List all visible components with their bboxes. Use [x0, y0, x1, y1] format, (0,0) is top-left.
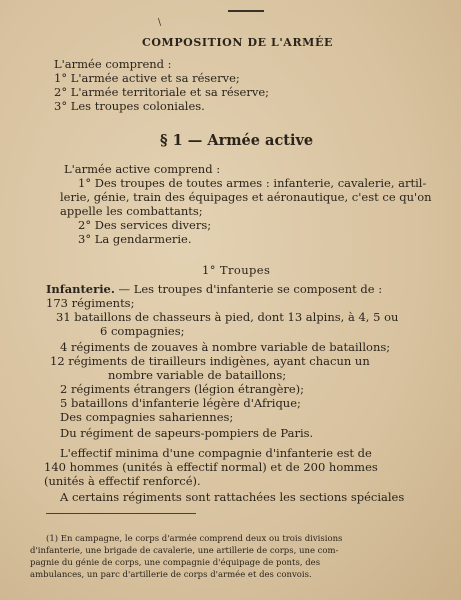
section-item-1-line-3: appelle les combattants;	[60, 204, 203, 218]
margin-mark: \	[158, 18, 162, 28]
list-item-regiments: 173 régiments;	[46, 296, 135, 310]
section-item-1-line-2: lerie, génie, train des équipages et aéronautique, c'est ce qu'on	[60, 190, 432, 204]
list-item-afrique: 5 bataillons d'infanterie légère d'Afrique;	[60, 396, 301, 410]
sections-line: A certains régiments sont rattachées les sections spéciales	[60, 490, 405, 504]
list-item-chasseurs: 31 bataillons de chasseurs à pied, dont 13 alpins, à 4, 5 ou	[56, 310, 399, 324]
intro-lead: L'armée comprend :	[54, 57, 172, 71]
footnote-line-3: pagnie du génie de corps, une compagnie d'équipage de ponts, des	[30, 558, 321, 568]
subsection-heading: 1° Troupes	[202, 263, 271, 277]
list-item-etrangers: 2 régiments étrangers (légion étrangère);	[60, 382, 305, 396]
infanterie-intro	[46, 282, 382, 296]
infanterie-label: Infanterie.	[46, 282, 115, 296]
list-item-chasseurs-cont: 6 compagnies;	[100, 324, 185, 338]
footnote-line-4: ambulances, un parc d'artillerie de corps d'armée et des convois.	[30, 570, 312, 580]
footnote-line-2: d'infanterie, une brigade de cavalerie, une artillerie de corps, une com-	[30, 546, 339, 556]
effectif-line-1: L'effectif minima d'une compagnie d'infanterie est de	[60, 446, 372, 460]
intro-item-3: 3° Les troupes coloniales.	[54, 99, 205, 113]
footnote-rule	[46, 513, 196, 514]
list-item-tirailleurs: 12 régiments de tirailleurs indigènes, ayant chacun un	[50, 354, 370, 368]
section-heading: § 1 — Armée active	[160, 132, 314, 149]
effectif-line-3: (unités à effectif renforcé).	[44, 474, 201, 488]
infanterie-text: — Les troupes d'infanterie se composent de :	[114, 282, 383, 296]
list-item-tirailleurs-cont: nombre variable de bataillons;	[108, 368, 287, 382]
list-item-pompiers: Du régiment de sapeurs-pompiers de Paris.	[60, 426, 314, 440]
section-item-3: 3° La gendarmerie.	[78, 232, 192, 246]
footnote-line-1: (1) En campagne, le corps d'armée comprend deux ou trois divisions	[46, 534, 343, 544]
effectif-line-2: 140 hommes (unités à effectif normal) et de 200 hommes	[44, 460, 378, 474]
section-item-2: 2° Des services divers;	[78, 218, 212, 232]
intro-item-1: 1° L'armée active et sa réserve;	[54, 71, 240, 85]
section-lead: L'armée active comprend :	[64, 162, 221, 176]
list-item-zouaves: 4 régiments de zouaves à nombre variable de bataillons;	[60, 340, 391, 354]
section-item-1-line-1: 1° Des troupes de toutes armes : infanterie, cavalerie, artil-	[78, 176, 427, 190]
top-rule	[228, 10, 264, 12]
intro-item-2: 2° L'armée territoriale et sa réserve;	[54, 85, 270, 99]
list-item-sahariennes: Des compagnies sahariennes;	[60, 410, 234, 424]
page-title: COMPOSITION DE L'ARMÉE	[142, 36, 333, 49]
